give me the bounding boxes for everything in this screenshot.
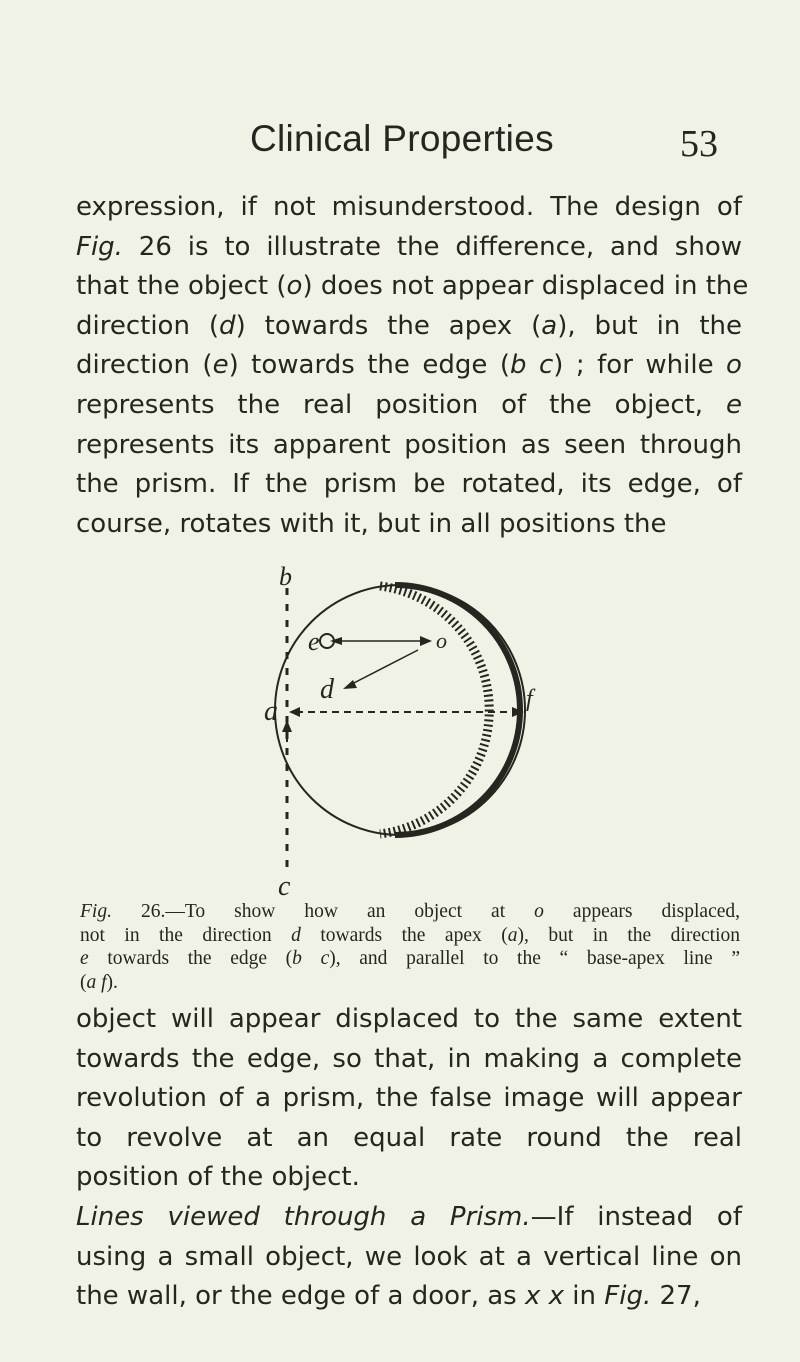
- text-line: [76, 346, 742, 386]
- text-segment: 26.—To show how an object at: [111, 901, 535, 922]
- text-segment: towards the apex (: [300, 924, 508, 946]
- arrowhead-up: [282, 720, 292, 732]
- figure-26: [0, 560, 800, 900]
- text-segment: b c: [292, 948, 330, 969]
- text-segment: x x: [524, 1281, 565, 1312]
- text-segment: position of the object.: [76, 1162, 360, 1193]
- text-segment: ) does not appear displaced in the: [302, 271, 749, 302]
- text-segment: represents its apparent position as seen through: [76, 429, 742, 460]
- text-line: [76, 1040, 742, 1080]
- text-segment: (: [80, 971, 87, 993]
- text-segment: towards the edge, so that, in making a complete: [76, 1043, 742, 1074]
- text-segment: that the object (: [76, 271, 287, 302]
- text-segment: course, rotates with it, but in all positions the: [76, 508, 667, 539]
- text-line: [76, 1119, 742, 1159]
- text-line: [80, 971, 740, 995]
- text-segment: ) ; for while: [553, 350, 727, 381]
- text-line: [80, 900, 740, 924]
- text-line: [76, 1000, 742, 1040]
- text-segment: ) towards the apex (: [235, 310, 542, 341]
- text-segment: d: [219, 310, 236, 341]
- arrowhead-a: [289, 707, 300, 717]
- label-a: a: [264, 696, 278, 727]
- text-segment: Fig.: [76, 231, 123, 262]
- text-line: [80, 924, 740, 948]
- page-number: 53: [680, 123, 718, 165]
- text-line: [76, 1277, 742, 1317]
- running-head: Clinical Properties: [250, 118, 554, 159]
- paragraph-1: [76, 188, 749, 544]
- text-segment: represents the real position of the object,: [76, 389, 726, 420]
- text-segment: ) towards the edge (: [228, 350, 511, 381]
- text-segment: the wall, or the edge of a door, as: [76, 1281, 525, 1312]
- text-segment: expression, if not misunderstood. The design of: [76, 192, 742, 222]
- text-segment: —If instead of: [530, 1201, 742, 1232]
- text-line: [76, 426, 742, 466]
- text-line: [76, 1158, 742, 1198]
- text-segment: ), but in the direction: [517, 924, 740, 946]
- text-segment: using a small object, we look at a vertical line on: [76, 1241, 742, 1272]
- text-segment: o: [534, 901, 544, 922]
- text-segment: a: [507, 924, 518, 946]
- text-segment: object will appear displaced to the same extent: [76, 1004, 742, 1034]
- text-segment: ), but in the: [557, 310, 743, 341]
- text-line: [76, 1238, 742, 1278]
- prism-shading: [380, 586, 489, 834]
- text-segment: direction (: [76, 350, 213, 381]
- label-e: e: [308, 627, 320, 656]
- text-line: [76, 267, 749, 307]
- label-c: c: [278, 871, 291, 900]
- text-segment: a: [541, 310, 558, 341]
- text-segment: e: [726, 389, 742, 420]
- arrow-o-d: [348, 650, 418, 686]
- text-segment: in: [564, 1281, 605, 1312]
- page-header: [0, 112, 800, 172]
- text-segment: appears displaced,: [543, 901, 741, 922]
- text-line: [76, 1198, 742, 1238]
- text-segment: o: [726, 350, 742, 381]
- text-segment: 26 is to illustrate the difference, and show: [122, 231, 742, 262]
- arrowhead-o: [420, 636, 432, 646]
- label-b: b: [279, 562, 292, 591]
- prism-diagram: [0, 560, 800, 900]
- text-line: [80, 947, 740, 971]
- text-segment: b c: [510, 350, 554, 381]
- text-segment: Lines viewed through a Prism.: [76, 1201, 531, 1232]
- text-segment: e: [212, 350, 229, 381]
- text-segment: direction (: [76, 310, 220, 341]
- arrowhead-d: [343, 680, 357, 689]
- figure-caption: [80, 900, 740, 994]
- label-f: f: [526, 686, 533, 712]
- text-line: [76, 386, 742, 426]
- label-d: d: [320, 674, 334, 705]
- text-segment: revolution of a prism, the false image will appear: [76, 1083, 742, 1114]
- text-segment: ), and parallel to the “ base-apex line ”: [329, 948, 741, 969]
- label-o: o: [436, 628, 447, 653]
- paragraph-2: [76, 1000, 742, 1317]
- text-segment: not in the direction: [80, 924, 292, 946]
- text-line: [76, 505, 742, 545]
- text-segment: a f: [86, 971, 107, 993]
- text-segment: d: [291, 924, 301, 946]
- text-line: [76, 465, 742, 505]
- text-line: [76, 188, 742, 228]
- text-segment: Fig.: [80, 901, 112, 922]
- text-line: [76, 307, 742, 347]
- text-segment: e: [80, 948, 89, 969]
- text-segment: 27,: [651, 1281, 701, 1312]
- text-segment: Fig.: [604, 1281, 652, 1312]
- text-segment: o: [286, 271, 303, 302]
- text-segment: towards the edge (: [88, 948, 293, 969]
- text-segment: to revolve at an equal rate round the real: [76, 1122, 742, 1153]
- arrowhead-e: [330, 637, 342, 645]
- text-line: [76, 1079, 742, 1119]
- text-segment: ).: [106, 971, 118, 993]
- text-line: [76, 228, 742, 268]
- text-segment: the prism. If the prism be rotated, its edge, of: [76, 469, 742, 500]
